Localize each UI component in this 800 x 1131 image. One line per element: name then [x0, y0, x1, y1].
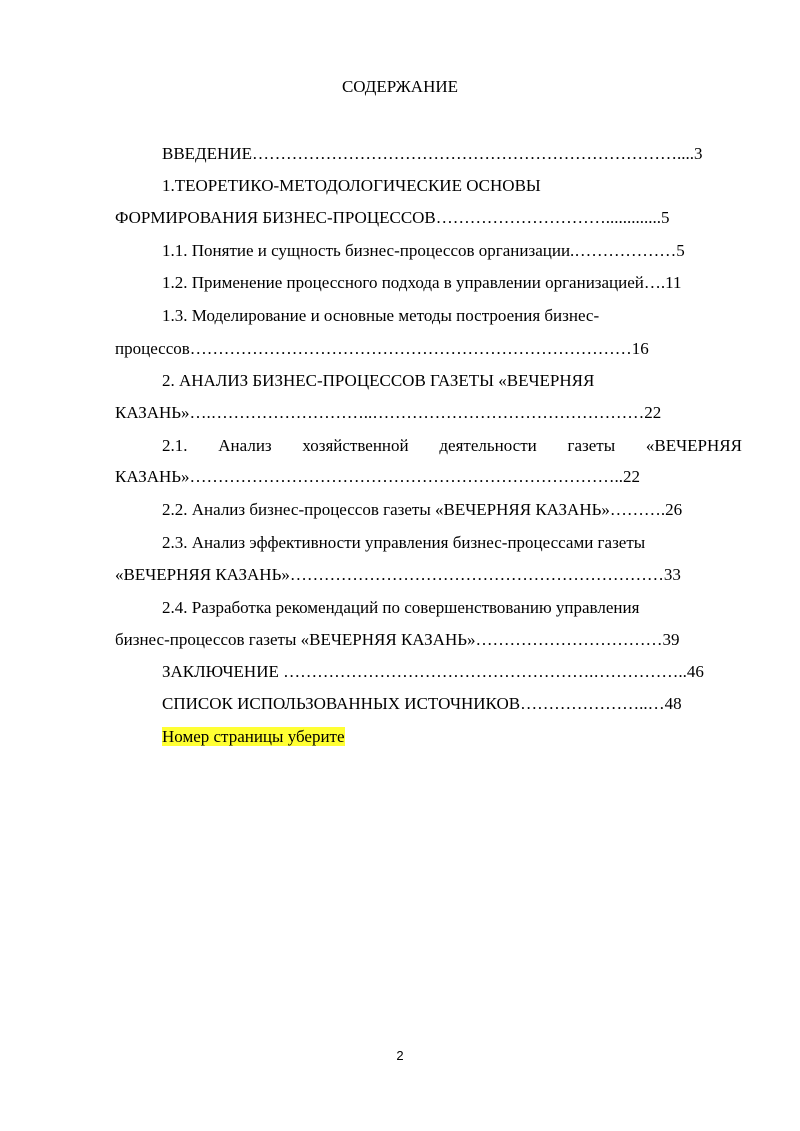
toc-line-1-3-cont: процессов……………………………………………………………………16 — [115, 339, 649, 358]
editor-note — [162, 726, 345, 748]
toc-line-conclusion: ЗАКЛЮЧЕНИЕ ……………………………………………….……………..46 — [162, 662, 704, 681]
toc-line-chapter-1-cont: ФОРМИРОВАНИЯ БИЗНЕС-ПРОЦЕССОВ………………………….............5 — [115, 208, 670, 227]
toc-line-2-4-cont: бизнес-процессов газеты «ВЕЧЕРНЯЯ КАЗАНЬ»……………………………39 — [115, 630, 680, 649]
toc-word: газеты — [567, 436, 616, 455]
toc-line-sources: СПИСОК ИСПОЛЬЗОВАННЫХ ИСТОЧНИКОВ…………………..…48 — [162, 694, 682, 713]
toc-line-2-1-cont: КАЗАНЬ»…………………………………………………………………..22 — [115, 467, 641, 486]
toc-line-2-1 — [162, 435, 742, 457]
toc-line-chapter-2: 2. АНАЛИЗ БИЗНЕС-ПРОЦЕССОВ ГАЗЕТЫ «ВЕЧЕРНЯЯ — [162, 371, 595, 390]
toc-line-2-2: 2.2. Анализ бизнес-процессов газеты «ВЕЧЕРНЯЯ КАЗАНЬ»……….26 — [162, 500, 683, 519]
toc-word: деятельности — [439, 436, 537, 455]
toc-line-1-1: 1.1. Понятие и сущность бизнес-процессов организации.………………5 — [162, 241, 685, 260]
toc-word: хозяйственной — [302, 436, 409, 455]
toc-line-2-3-cont: «ВЕЧЕРНЯЯ КАЗАНЬ»…………………………………………………………33 — [115, 565, 681, 584]
toc-line-introduction: ВВЕДЕНИЕ…………………………………………………………………....3 — [162, 144, 703, 163]
toc-line-1-3: 1.3. Моделирование и основные методы построения бизнес- — [162, 306, 600, 325]
toc-word: «ВЕЧЕРНЯЯ — [645, 436, 742, 455]
page-number: 2 — [396, 1048, 404, 1063]
toc-line-chapter-1: 1.ТЕОРЕТИКО-МЕТОДОЛОГИЧЕСКИЕ ОСНОВЫ — [162, 176, 541, 195]
highlighted-note: Номер страницы уберите — [162, 727, 345, 746]
toc-word: Анализ — [218, 436, 272, 455]
toc-word: 2.1. — [162, 436, 188, 455]
toc-line-2-3: 2.3. Анализ эффективности управления бизнес-процессами газеты — [162, 533, 646, 552]
page-title: СОДЕРЖАНИЕ — [341, 77, 459, 96]
toc-line-2-4: 2.4. Разработка рекомендаций по совершенствованию управления — [162, 598, 640, 617]
toc-line-chapter-2-cont: КАЗАНЬ»….………………………..…………………………………………22 — [115, 403, 662, 422]
toc-line-1-2: 1.2. Применение процессного подхода в управлении организацией….11 — [162, 273, 682, 292]
